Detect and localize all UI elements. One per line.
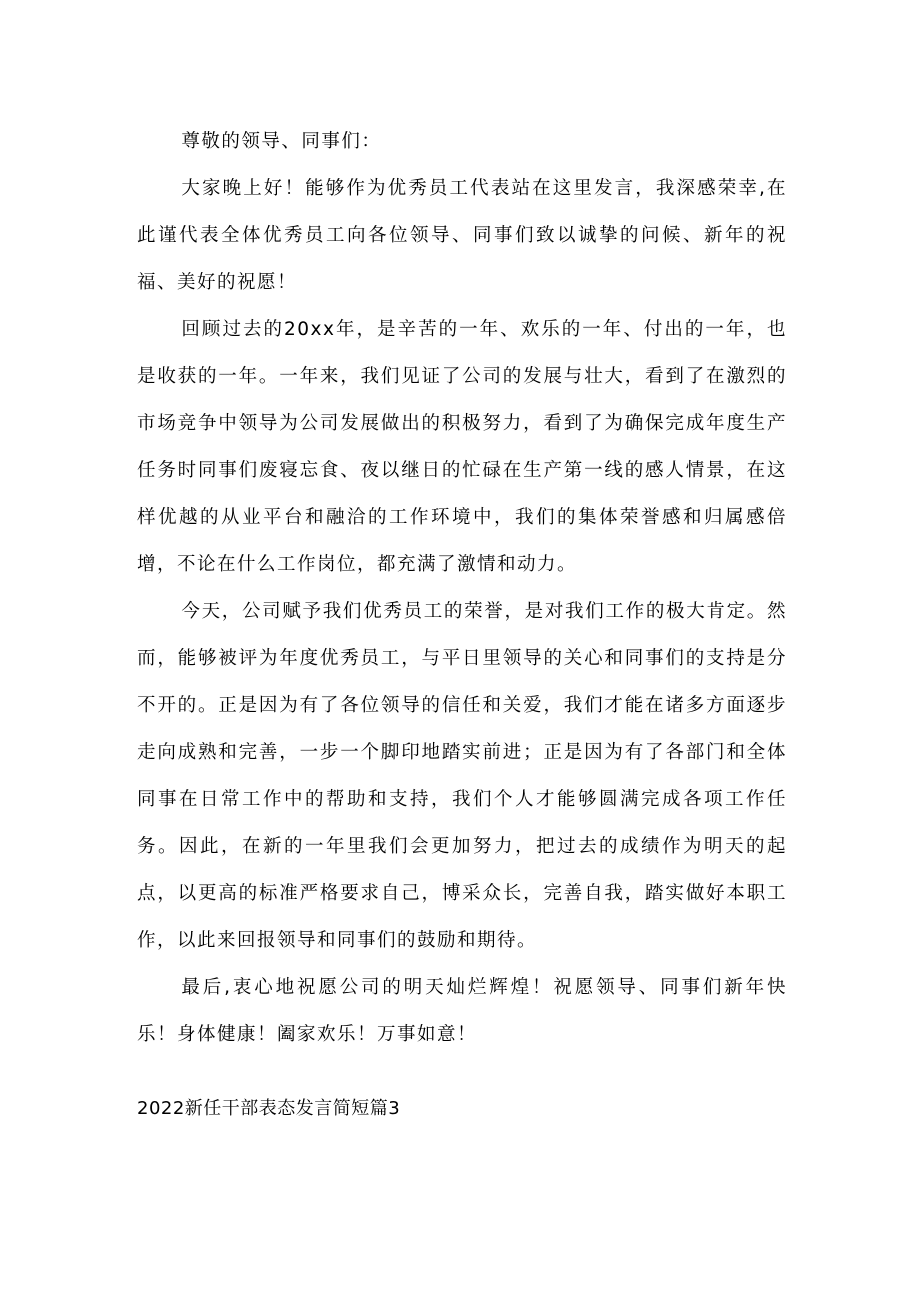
document-body: [137, 118, 787, 1058]
greeting-paragraph: 大家晚上好！能够作为优秀员工代表站在这里发言，我深感荣幸,在此谨代表全体优秀员工向各位领导、同事们致以诚挚的问候、新年的祝福、美好的祝愿！: [137, 178, 787, 293]
review-paragraph: 回顾过去的20xx年，是辛苦的一年、欢乐的一年、付出的一年，也是收获的一年。一年来，我们见证了公司的发展与壮大，看到了在激烈的市场竞争中领导为公司发展做出的积极努力，看到了为确保完成年度生产任务时同事们废寝忘食、夜以继日的忙碌在生产第一线的感人情景，在这样优越的从业平台和融洽的工作环境中，我们的集体荣誉感和归属感倍增，不论在什么工作岗位，都充满了激情和动力。: [137, 319, 787, 575]
salutation-paragraph: 尊敬的领导、同事们：: [181, 131, 382, 152]
closing-paragraph: 最后,衷心地祝愿公司的明天灿烂辉煌！祝愿领导、同事们新年快乐！身体健康！阖家欢乐！万事如意！: [137, 977, 787, 1045]
section-heading: 2022新任干部表态发言简短篇3: [137, 1098, 401, 1119]
gratitude-paragraph: 今天，公司赋予我们优秀员工的荣誉，是对我们工作的极大肯定。然而，能够被评为年度优秀员工，与平日里领导的关心和同事们的支持是分不开的。正是因为有了各位领导的信任和关爱，我们才能在诸多方面逐步走向成熟和完善，一步一个脚印地踏实前进；正是因为有了各部门和全体同事在日常工作中的帮助和支持，我们个人才能够圆满完成各项工作任务。因此，在新的一年里我们会更加努力，把过去的成绩作为明天的起点，以更高的标准严格要求自己，博采众长，完善自我，踏实做好本职工作，以此来回报领导和同事们的鼓励和期待。: [137, 601, 787, 951]
